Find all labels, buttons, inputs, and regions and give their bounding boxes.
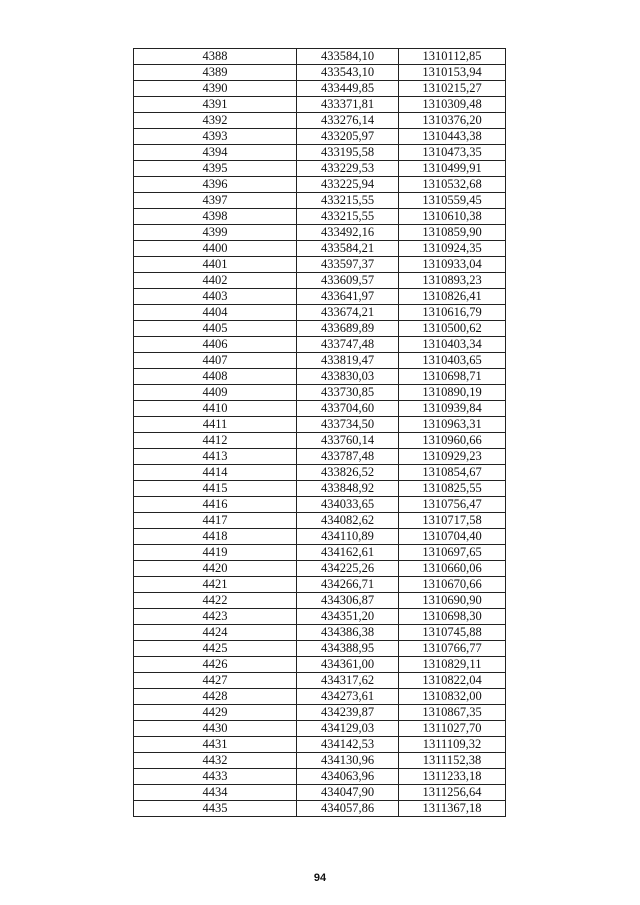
table-row — [134, 769, 506, 785]
table-row — [134, 385, 506, 401]
x-coordinate-cell: 433195,58 — [297, 145, 399, 161]
point-number-cell: 4398 — [134, 209, 297, 225]
x-coordinate-cell: 433734,50 — [297, 417, 399, 433]
point-number-cell: 4432 — [134, 753, 297, 769]
x-coordinate-cell: 433730,85 — [297, 385, 399, 401]
y-coordinate-cell: 1310403,65 — [399, 353, 506, 369]
y-coordinate-cell: 1310500,62 — [399, 321, 506, 337]
point-number-cell: 4435 — [134, 801, 297, 817]
table-row — [134, 497, 506, 513]
point-number-cell: 4433 — [134, 769, 297, 785]
x-coordinate-cell: 434239,87 — [297, 705, 399, 721]
point-number-cell: 4397 — [134, 193, 297, 209]
x-coordinate-cell: 434388,95 — [297, 641, 399, 657]
point-number-cell: 4406 — [134, 337, 297, 353]
x-coordinate-cell: 434033,65 — [297, 497, 399, 513]
table-row — [134, 481, 506, 497]
table-row — [134, 209, 506, 225]
table-row — [134, 353, 506, 369]
y-coordinate-cell: 1310698,30 — [399, 609, 506, 625]
x-coordinate-cell: 433830,03 — [297, 369, 399, 385]
x-coordinate-cell: 433641,97 — [297, 289, 399, 305]
y-coordinate-cell: 1310670,66 — [399, 577, 506, 593]
x-coordinate-cell: 433205,97 — [297, 129, 399, 145]
table-row — [134, 289, 506, 305]
x-coordinate-cell: 433597,37 — [297, 257, 399, 273]
y-coordinate-cell: 1311367,18 — [399, 801, 506, 817]
table-row — [134, 145, 506, 161]
point-number-cell: 4417 — [134, 513, 297, 529]
point-number-cell: 4390 — [134, 81, 297, 97]
y-coordinate-cell: 1310893,23 — [399, 273, 506, 289]
point-number-cell: 4434 — [134, 785, 297, 801]
x-coordinate-cell: 433609,57 — [297, 273, 399, 289]
point-number-cell: 4389 — [134, 65, 297, 81]
x-coordinate-cell: 434129,03 — [297, 721, 399, 737]
y-coordinate-cell: 1311152,38 — [399, 753, 506, 769]
point-number-cell: 4424 — [134, 625, 297, 641]
table-row — [134, 225, 506, 241]
table-row — [134, 785, 506, 801]
point-number-cell: 4395 — [134, 161, 297, 177]
y-coordinate-cell: 1310939,84 — [399, 401, 506, 417]
x-coordinate-cell: 434082,62 — [297, 513, 399, 529]
table-row — [134, 81, 506, 97]
x-coordinate-cell: 433371,81 — [297, 97, 399, 113]
point-number-cell: 4411 — [134, 417, 297, 433]
table-row — [134, 657, 506, 673]
point-number-cell: 4391 — [134, 97, 297, 113]
y-coordinate-cell: 1310929,23 — [399, 449, 506, 465]
table-row — [134, 177, 506, 193]
table-row — [134, 737, 506, 753]
table-row — [134, 513, 506, 529]
table-row — [134, 193, 506, 209]
point-number-cell: 4422 — [134, 593, 297, 609]
table-row — [134, 705, 506, 721]
point-number-cell: 4399 — [134, 225, 297, 241]
point-number-cell: 4429 — [134, 705, 297, 721]
x-coordinate-cell: 433276,14 — [297, 113, 399, 129]
y-coordinate-cell: 1310473,35 — [399, 145, 506, 161]
x-coordinate-cell: 434351,20 — [297, 609, 399, 625]
table-row — [134, 321, 506, 337]
x-coordinate-cell: 433704,60 — [297, 401, 399, 417]
x-coordinate-cell: 433848,92 — [297, 481, 399, 497]
table-row — [134, 433, 506, 449]
table-row — [134, 801, 506, 817]
y-coordinate-cell: 1311027,70 — [399, 721, 506, 737]
table-row — [134, 161, 506, 177]
table-row — [134, 449, 506, 465]
y-coordinate-cell: 1310704,40 — [399, 529, 506, 545]
y-coordinate-cell: 1310963,31 — [399, 417, 506, 433]
point-number-cell: 4421 — [134, 577, 297, 593]
x-coordinate-cell: 433449,85 — [297, 81, 399, 97]
y-coordinate-cell: 1310890,19 — [399, 385, 506, 401]
y-coordinate-cell: 1310403,34 — [399, 337, 506, 353]
y-coordinate-cell: 1310756,47 — [399, 497, 506, 513]
y-coordinate-cell: 1310153,94 — [399, 65, 506, 81]
table-row — [134, 689, 506, 705]
y-coordinate-cell: 1310559,45 — [399, 193, 506, 209]
y-coordinate-cell: 1310933,04 — [399, 257, 506, 273]
point-number-cell: 4403 — [134, 289, 297, 305]
table-row — [134, 561, 506, 577]
point-number-cell: 4426 — [134, 657, 297, 673]
table-row — [134, 401, 506, 417]
x-coordinate-cell: 434306,87 — [297, 593, 399, 609]
y-coordinate-cell: 1310924,35 — [399, 241, 506, 257]
table-row — [134, 625, 506, 641]
point-number-cell: 4430 — [134, 721, 297, 737]
y-coordinate-cell: 1310825,55 — [399, 481, 506, 497]
point-number-cell: 4408 — [134, 369, 297, 385]
table-row — [134, 417, 506, 433]
y-coordinate-cell: 1310822,04 — [399, 673, 506, 689]
y-coordinate-cell: 1310745,88 — [399, 625, 506, 641]
x-coordinate-cell: 434130,96 — [297, 753, 399, 769]
table-row — [134, 545, 506, 561]
x-coordinate-cell: 433215,55 — [297, 193, 399, 209]
y-coordinate-cell: 1311256,64 — [399, 785, 506, 801]
table-row — [134, 129, 506, 145]
point-number-cell: 4402 — [134, 273, 297, 289]
x-coordinate-cell: 434386,38 — [297, 625, 399, 641]
point-number-cell: 4410 — [134, 401, 297, 417]
point-number-cell: 4404 — [134, 305, 297, 321]
y-coordinate-cell: 1310610,38 — [399, 209, 506, 225]
y-coordinate-cell: 1310826,41 — [399, 289, 506, 305]
y-coordinate-cell: 1310616,79 — [399, 305, 506, 321]
point-number-cell: 4413 — [134, 449, 297, 465]
x-coordinate-cell: 433819,47 — [297, 353, 399, 369]
point-number-cell: 4412 — [134, 433, 297, 449]
table-row — [134, 577, 506, 593]
point-number-cell: 4394 — [134, 145, 297, 161]
y-coordinate-cell: 1310854,67 — [399, 465, 506, 481]
y-coordinate-cell: 1310532,68 — [399, 177, 506, 193]
y-coordinate-cell: 1310698,71 — [399, 369, 506, 385]
point-number-cell: 4419 — [134, 545, 297, 561]
x-coordinate-cell: 433584,21 — [297, 241, 399, 257]
x-coordinate-cell: 434057,86 — [297, 801, 399, 817]
y-coordinate-cell: 1310112,85 — [399, 49, 506, 65]
x-coordinate-cell: 433674,21 — [297, 305, 399, 321]
point-number-cell: 4418 — [134, 529, 297, 545]
point-number-cell: 4407 — [134, 353, 297, 369]
point-number-cell: 4396 — [134, 177, 297, 193]
y-coordinate-cell: 1310867,35 — [399, 705, 506, 721]
x-coordinate-cell: 433826,52 — [297, 465, 399, 481]
y-coordinate-cell: 1311109,32 — [399, 737, 506, 753]
x-coordinate-cell: 434317,62 — [297, 673, 399, 689]
point-number-cell: 4423 — [134, 609, 297, 625]
table-row — [134, 593, 506, 609]
table-row — [134, 641, 506, 657]
point-number-cell: 4409 — [134, 385, 297, 401]
x-coordinate-cell: 434162,61 — [297, 545, 399, 561]
point-number-cell: 4401 — [134, 257, 297, 273]
x-coordinate-cell: 434142,53 — [297, 737, 399, 753]
x-coordinate-cell: 434361,00 — [297, 657, 399, 673]
table-row — [134, 97, 506, 113]
y-coordinate-cell: 1310960,66 — [399, 433, 506, 449]
coordinates-table — [133, 48, 506, 817]
x-coordinate-cell: 433543,10 — [297, 65, 399, 81]
x-coordinate-cell: 433787,48 — [297, 449, 399, 465]
x-coordinate-cell: 434047,90 — [297, 785, 399, 801]
point-number-cell: 4392 — [134, 113, 297, 129]
page-number: 94 — [313, 872, 327, 884]
y-coordinate-cell: 1311233,18 — [399, 769, 506, 785]
y-coordinate-cell: 1310832,00 — [399, 689, 506, 705]
x-coordinate-cell: 434225,26 — [297, 561, 399, 577]
table-row — [134, 257, 506, 273]
x-coordinate-cell: 433229,53 — [297, 161, 399, 177]
y-coordinate-cell: 1310499,91 — [399, 161, 506, 177]
x-coordinate-cell: 433584,10 — [297, 49, 399, 65]
table-row — [134, 337, 506, 353]
point-number-cell: 4405 — [134, 321, 297, 337]
point-number-cell: 4427 — [134, 673, 297, 689]
x-coordinate-cell: 433689,89 — [297, 321, 399, 337]
x-coordinate-cell: 433760,14 — [297, 433, 399, 449]
table-row — [134, 673, 506, 689]
point-number-cell: 4415 — [134, 481, 297, 497]
y-coordinate-cell: 1310766,77 — [399, 641, 506, 657]
x-coordinate-cell: 434273,61 — [297, 689, 399, 705]
point-number-cell: 4393 — [134, 129, 297, 145]
point-number-cell: 4425 — [134, 641, 297, 657]
x-coordinate-cell: 434063,96 — [297, 769, 399, 785]
point-number-cell: 4400 — [134, 241, 297, 257]
table-row — [134, 241, 506, 257]
x-coordinate-cell: 434266,71 — [297, 577, 399, 593]
table-row — [134, 305, 506, 321]
x-coordinate-cell: 433215,55 — [297, 209, 399, 225]
y-coordinate-cell: 1310309,48 — [399, 97, 506, 113]
table-row — [134, 65, 506, 81]
y-coordinate-cell: 1310443,38 — [399, 129, 506, 145]
x-coordinate-cell: 434110,89 — [297, 529, 399, 545]
y-coordinate-cell: 1310690,90 — [399, 593, 506, 609]
y-coordinate-cell: 1310829,11 — [399, 657, 506, 673]
table-row — [134, 49, 506, 65]
coordinates-table-body — [134, 49, 506, 817]
table-row — [134, 721, 506, 737]
table-row — [134, 529, 506, 545]
y-coordinate-cell: 1310376,20 — [399, 113, 506, 129]
x-coordinate-cell: 433492,16 — [297, 225, 399, 241]
table-row — [134, 465, 506, 481]
point-number-cell: 4420 — [134, 561, 297, 577]
point-number-cell: 4388 — [134, 49, 297, 65]
point-number-cell: 4416 — [134, 497, 297, 513]
table-row — [134, 113, 506, 129]
point-number-cell: 4414 — [134, 465, 297, 481]
y-coordinate-cell: 1310215,27 — [399, 81, 506, 97]
point-number-cell: 4428 — [134, 689, 297, 705]
table-row — [134, 609, 506, 625]
y-coordinate-cell: 1310697,65 — [399, 545, 506, 561]
y-coordinate-cell: 1310717,58 — [399, 513, 506, 529]
point-number-cell: 4431 — [134, 737, 297, 753]
table-row — [134, 273, 506, 289]
table-row — [134, 369, 506, 385]
y-coordinate-cell: 1310859,90 — [399, 225, 506, 241]
y-coordinate-cell: 1310660,06 — [399, 561, 506, 577]
x-coordinate-cell: 433747,48 — [297, 337, 399, 353]
x-coordinate-cell: 433225,94 — [297, 177, 399, 193]
table-row — [134, 753, 506, 769]
